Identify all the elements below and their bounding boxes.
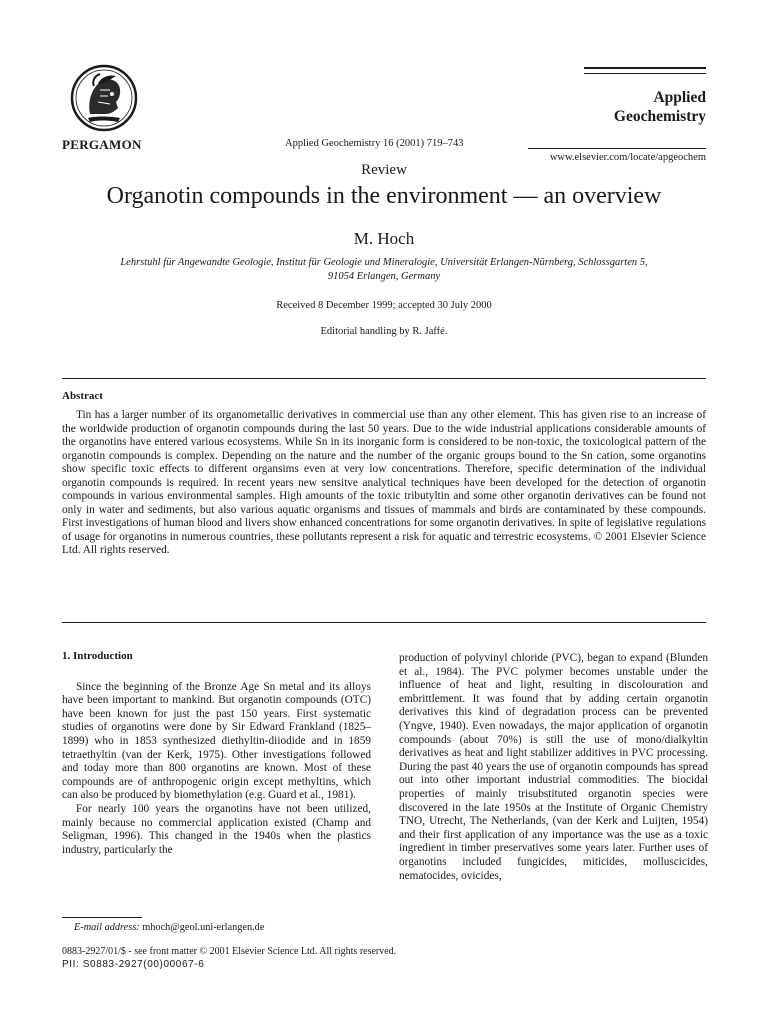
- intro-paragraph-3: production of polyvinyl chloride (PVC), began to expand (Blunden et al., 1984). The PVC polymer becomes unstable under the influence of heat and light, resulting in discolouration and embrittlement. It was found that by adding certain organotin derivatives this kind of degradation process can be prevented (Yngve, 1940). Even nowadays, the major application of organotin compounds (about 70%) is still the use of mono/dialkyltin derivatives as heat and light stabilizer additives in PVC processing. During the past 40 years the use of organotin compounds has spread out into other important industrial commodities. The biocidal properties of mainly trisubstituted organotin species were discovered in the late 1950s at the Institute of Organic Chemistry TNO, Utrecht, The Netherlands, (van der Kerk and Luijten, 1954) and their first application of any importance was the use as a toxic ingredient in timber preservatives some years later. Further uses of organotins included fungicides, miticides, molluscicides, nematocides, ovicides,: [399, 652, 708, 882]
- intro-paragraph-2: For nearly 100 years the organotins have not been utilized, mainly because no commercial application existed (Champ and Seligman, 1996). This changed in the 1940s when the plastics industry, particularly the: [62, 802, 371, 856]
- author-affiliation: [70, 256, 698, 284]
- email-label: E-mail address:: [74, 922, 140, 933]
- right-column: [399, 652, 708, 883]
- abstract-heading: Abstract: [62, 390, 103, 402]
- footnote-rule: [62, 917, 142, 918]
- received-dates: Received 8 December 1999; accepted 30 July 2000: [276, 300, 492, 311]
- author-email[interactable]: mhoch@geol.uni-erlangen.de: [142, 922, 265, 933]
- journal-rule: [584, 73, 706, 74]
- journal-citation: Applied Geochemistry 16 (2001) 719–743: [285, 138, 464, 149]
- editorial-handling: Editorial handling by R. Jaffé.: [320, 326, 448, 337]
- section-heading-introduction: 1. Introduction: [62, 650, 133, 662]
- article-title: Organotin compounds in the environment — an overview: [106, 183, 662, 209]
- abstract-bottom-rule: [62, 622, 706, 623]
- pergamon-helmeted-head-logo: [70, 64, 138, 132]
- journal-name: [614, 88, 706, 126]
- affiliation-line1: Lehrstuhl für Angewandte Geologie, Institut für Geologie und Mineralogie, Universität Erlangen-Nürnberg, Schlossgarten 5,: [120, 257, 648, 268]
- journal-name-line2: Geochemistry: [613, 108, 706, 125]
- pii-line: PII: S0883-2927(00)00067-6: [62, 959, 205, 970]
- abstract-top-rule: [62, 378, 706, 379]
- journal-url[interactable]: www.elsevier.com/locate/apgeochem: [549, 152, 706, 163]
- article-author: M. Hoch: [353, 229, 415, 248]
- article-type: Review: [361, 162, 407, 178]
- journal-rule: [528, 148, 706, 149]
- left-column: [62, 650, 371, 857]
- journal-name-line1: Applied: [653, 89, 706, 106]
- affiliation-line2: 91054 Erlangen, Germany: [327, 271, 441, 282]
- front-matter-line: 0883-2927/01/$ - see front matter © 2001 Elsevier Science Ltd. All rights reserved.: [62, 946, 397, 957]
- intro-paragraph-1: Since the beginning of the Bronze Age Sn metal and its alloys have been important to mankind. But organotin compounds (OTC) have been known for just the past 150 years. First systematic studies of organotins were done by Sir Edward Frankland (1825–1899) who in 1853 synthesized diethyltin-diiodide and in 1859 tetraethyltin (van der Kerk, 1975). Other investigations followed and today more than 800 organotins are known. Most of these compounds are of anthropogenic origin except methyltins, which can also be produced by biomethylation (e.g. Guard et al., 1981).: [62, 680, 371, 802]
- journal-rule: [584, 67, 706, 69]
- author-email-footnote: [74, 922, 264, 933]
- abstract-text: Tin has a larger number of its organometallic derivatives in commercial use than any other element. This has given rise to an increase of the worldwide production of organotin compounds during the last 50 years. Due to the wide industrial applications considerable amounts of the organotins have entered various ecosystems. While Sn in its inorganic form is considered to be non-toxic, the toxicological pattern of the organotin compounds is complex. Depending on the nature and the number of the organic groups bound to the Sn cation, some organotins show specific toxic effects to different organsims even at very low concentrations. Therefore, specific determination of the individual organotin compounds is required. In recent years new sensitve analytical techniques have been developed for the detection of organotin compounds in various environmental samples. High amounts of the toxic tributyltin and some other organotin derivatives can be found not only in water and sediments, but also various aquatic organisms and tissues of mammals and birds are contaminated by these compounds. First investigations of human blood and livers show enhanced concentrations for some organotin derivatives. In spite of legislative regulations of usage for organotins in numerous countries, these pollutants represent a risk for aquatic and terrestric ecosystems. © 2001 Elsevier Science Ltd. All rights reserved.: [62, 409, 706, 556]
- publisher-name: PERGAMON: [62, 137, 142, 152]
